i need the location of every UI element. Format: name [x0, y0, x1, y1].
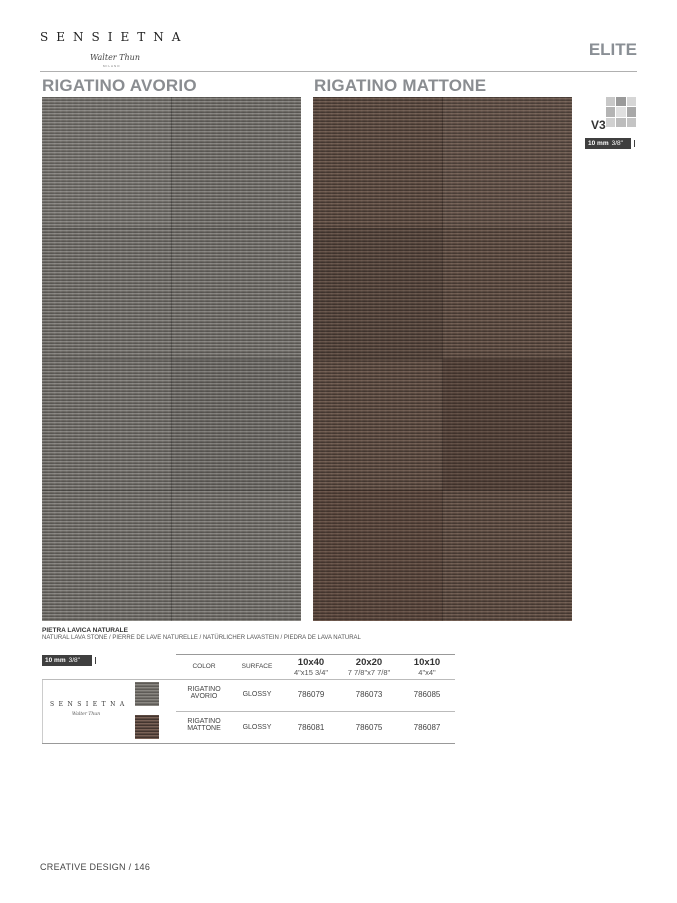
page-footer: CREATIVE DESIGN / 146 — [40, 862, 151, 872]
header-color: COLOR — [192, 663, 216, 670]
size-cm: 20x20 — [355, 657, 383, 668]
code-cell: 786081 — [297, 723, 325, 732]
header-size-20x20 — [340, 657, 398, 677]
table-header-divider — [42, 679, 455, 680]
header-size-10x40 — [282, 657, 340, 677]
size-inch: 4"x15 3/4" — [293, 668, 329, 677]
table-top-divider — [176, 654, 455, 655]
table-bottom-divider — [42, 743, 455, 744]
material-translations: NATURAL LAVA STONE / PIERRE DE LAVE NATURELLE / NATÜRLICHER LAVASTEIN / PIEDRA DE LAVA NATURAL — [42, 635, 361, 641]
color-line2: MATTONE — [187, 725, 221, 732]
thickness-in: 3/8" — [611, 140, 623, 147]
table-row-color — [176, 686, 232, 700]
header-divider — [40, 71, 637, 72]
sub-brand-city: MILANO — [103, 64, 121, 68]
code-cell: 786073 — [355, 690, 383, 699]
tile-image-mattone — [313, 97, 572, 621]
swatch-avorio — [135, 682, 159, 706]
thickness-badge — [585, 138, 639, 149]
header-size-10x10 — [398, 657, 456, 677]
color-line1: RIGATINO — [187, 686, 221, 693]
tile-image-avorio — [42, 97, 301, 621]
size-cm: 10x40 — [297, 657, 325, 668]
table-row-color — [176, 718, 232, 732]
table-row-divider — [176, 711, 455, 712]
collection-title: ELITE — [588, 40, 637, 59]
swatch-mattone — [135, 715, 159, 739]
header-surface: SURFACE — [241, 663, 273, 670]
thickness-arrow-icon — [631, 138, 639, 149]
table-row-surface: GLOSSY — [242, 724, 272, 731]
brand-logo: SENSIETNA — [40, 30, 189, 44]
material-title: PIETRA LAVICA NATURALE — [42, 627, 128, 634]
thickness-mm: 10 mm — [588, 140, 609, 147]
table-thickness-in: 3/8" — [68, 657, 80, 664]
product-title-avorio: RIGATINO AVORIO — [42, 76, 197, 95]
sub-brand-logo: Walter Thun — [90, 53, 140, 62]
code-cell: 786087 — [413, 723, 441, 732]
variation-grid-icon — [606, 97, 636, 127]
size-inch: 7 7/8"x7 7/8" — [347, 668, 391, 677]
table-thickness-arrow-icon — [92, 655, 100, 666]
code-cell: 786085 — [413, 690, 441, 699]
table-brand-logo: SENSIETNA — [50, 701, 129, 708]
product-title-mattone: RIGATINO MATTONE — [314, 76, 487, 95]
color-line1: RIGATINO — [187, 718, 221, 725]
table-row-surface: GLOSSY — [242, 691, 272, 698]
code-cell: 786079 — [297, 690, 325, 699]
table-left-border — [42, 680, 43, 743]
table-thickness-mm: 10 mm — [45, 657, 66, 664]
code-cell: 786075 — [355, 723, 383, 732]
size-cm: 10x10 — [413, 657, 441, 668]
color-line2: AVORIO — [190, 693, 218, 700]
variation-label: V3 — [591, 118, 606, 132]
table-thickness-badge — [42, 655, 100, 666]
size-inch: 4"x4" — [418, 668, 436, 677]
table-sub-brand-logo: Walter Thun — [72, 712, 101, 717]
